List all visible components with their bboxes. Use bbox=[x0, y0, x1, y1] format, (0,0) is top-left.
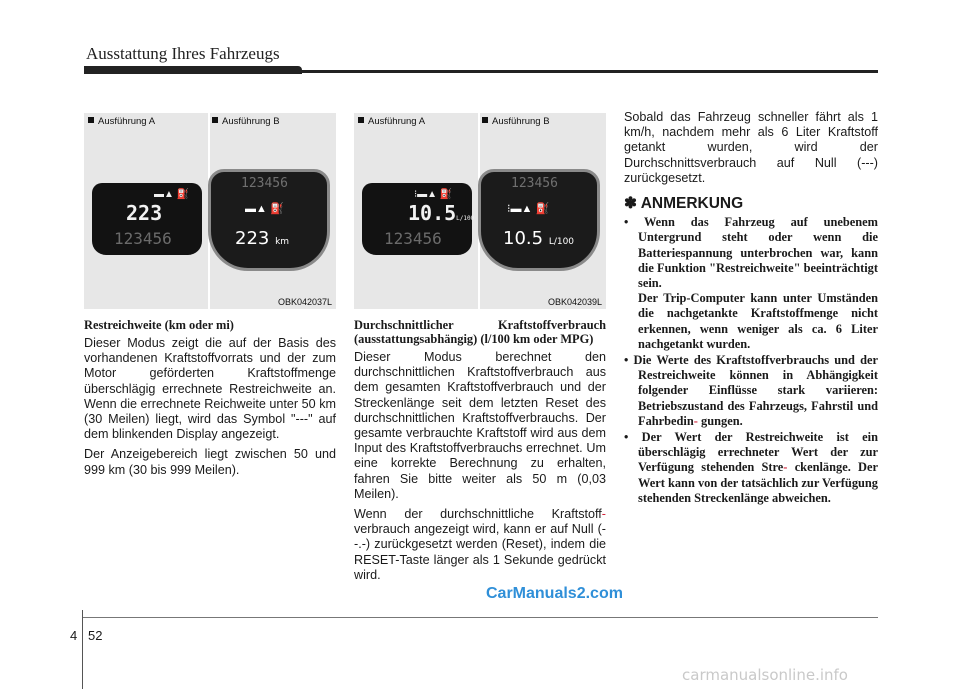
avg-unit-b: L/100 bbox=[548, 237, 575, 247]
figure-label-a: Ausführung A bbox=[368, 116, 426, 127]
note-item: • Wenn das Fahrzeug auf unebenem Untergrund steht oder wenn die Batteriespannung unterbrochen war, kann die Funktion "Restreichweite" beeinträchtigt sein. Der Trip-Computer kann unter Umständen die nachgetankte Kraftstoffmenge nicht erkennen, wenn weniger als ca. 6 Liter nachgetankt wurden. bbox=[624, 215, 879, 351]
figure-range-display bbox=[84, 113, 336, 309]
reset-paragraph: Sobald das Fahrzeug schneller fährt als 1 km/h, nachdem mehr als 6 Liter Kraftstoff getankt wurden, wird der Durchschnittsverbrauch auf Null (---) zurückgesetzt. bbox=[624, 110, 878, 185]
section-title: Ausstattung Ihres Fahrzeugs bbox=[86, 44, 280, 63]
car-fuel-icon-b: ⁝▬▲ ⛽ bbox=[507, 203, 550, 215]
avg-paragraph-2: Wenn der durchschnittliche Kraftstoff- verbrauch angezeigt wird, kann er auf Null (--.-) zurückgesetzt werden (Reset), indem die RESET-Taste länger als 1 Sekunde gedrückt wird. bbox=[354, 507, 606, 582]
range-value-b: 223 bbox=[235, 228, 270, 249]
column-notes bbox=[624, 110, 878, 507]
note-item: • Die Werte des Kraftstoffverbrauchs und der Restreichweite können in Abhängigkeit folgender Einflüsse stark variieren: Betriebszustand des Fahrzeugs, Fahrstil und Fahrbedin- gungen. bbox=[624, 353, 878, 428]
odometer-a: 123456 bbox=[114, 229, 172, 248]
display-version-a bbox=[362, 183, 475, 255]
avg-paragraph-1: Dieser Modus berechnet den durchschnittlichen Kraftstoffverbrauch aus dem gesamten Kraftstoffverbrauch und der Streckenlänge seit dem letzten Reset des durchschnittlichen Kraftstoffverbrauchs. Der gesamte verbrauchte Kraftstoff wird aus dem Input des Kraftstoffverbrauchs errechnet. Um eine korrekte Berechnung zu erhalten, fahren Sie bitte weiter als 50 m (0,03 Meilen). bbox=[354, 350, 606, 501]
range-value-a: 223 bbox=[126, 201, 163, 225]
note-list bbox=[624, 215, 878, 506]
note-title: ANMERKUNG bbox=[640, 195, 744, 213]
avg-value-b: 10.5 bbox=[503, 228, 544, 249]
figure-code: OBK042039L bbox=[547, 297, 602, 307]
footer-divider bbox=[82, 610, 83, 689]
display-version-a bbox=[92, 183, 202, 255]
car-fuel-icon: ⁝▬▲ ⛽ bbox=[414, 189, 453, 200]
page-number: 52 bbox=[88, 628, 103, 643]
figure-label-b: Ausführung B bbox=[492, 116, 550, 127]
range-unit-b: km bbox=[275, 237, 290, 247]
range-heading: Restreichweite (km oder mi) bbox=[84, 318, 234, 332]
car-fuel-icon: ▬▲ ⛽ bbox=[154, 189, 190, 200]
car-fuel-icon-b: ▬▲ ⛽ bbox=[245, 203, 284, 215]
watermark-bottom[interactable]: carmanualsonline.info bbox=[682, 666, 848, 684]
avg-value-a: 10.5 bbox=[408, 201, 457, 225]
avg-unit-a: L/100 bbox=[456, 215, 475, 222]
header-rule bbox=[84, 70, 878, 73]
figure-label-a: Ausführung A bbox=[98, 116, 156, 127]
avg-heading: Durchschnittlicher Kraftstoffverbrauch (ausstattungsabhängig) (l/100 km oder MPG) bbox=[354, 318, 606, 346]
note-icon: ✽ bbox=[624, 195, 641, 213]
odometer-a: 123456 bbox=[384, 229, 442, 248]
column-range bbox=[84, 318, 336, 483]
figure-avg-consumption bbox=[354, 113, 606, 309]
odometer-b: 123456 bbox=[511, 176, 558, 191]
note-item: • Der Wert der Restreichweite ist ein überschlägig errechneter Wert der zur Verfügung stehenden Stre- ckenlänge. Der Wert kann von der tatsächlich zur Verfügung stehenden Streckenlänge abweichen. bbox=[624, 430, 879, 505]
footer-rule bbox=[82, 617, 878, 618]
watermark-top[interactable]: CarManuals2.com bbox=[486, 585, 623, 602]
column-avg bbox=[354, 318, 606, 588]
figure-label-b: Ausführung B bbox=[222, 116, 280, 127]
chapter-number: 4 bbox=[70, 628, 78, 643]
display-version-b bbox=[478, 169, 600, 271]
range-paragraph-1: Dieser Modus zeigt die auf der Basis des vorhandenen Kraftstoffvorrats und der zum Motor geförderten Kraftstoffmenge überschlägig errechnete Restreichweite an. Wenn die errechnete Reichweite unter 50 km (30 Meilen) liegt, wird das Symbol "---" auf dem blinkenden Display angezeigt. bbox=[84, 336, 336, 442]
odometer-b: 123456 bbox=[241, 176, 288, 191]
figure-code: OBK042037L bbox=[277, 297, 332, 307]
display-version-b bbox=[208, 169, 330, 271]
range-paragraph-2: Der Anzeigebereich liegt zwischen 50 und 999 km (30 bis 999 Meilen). bbox=[84, 447, 336, 477]
